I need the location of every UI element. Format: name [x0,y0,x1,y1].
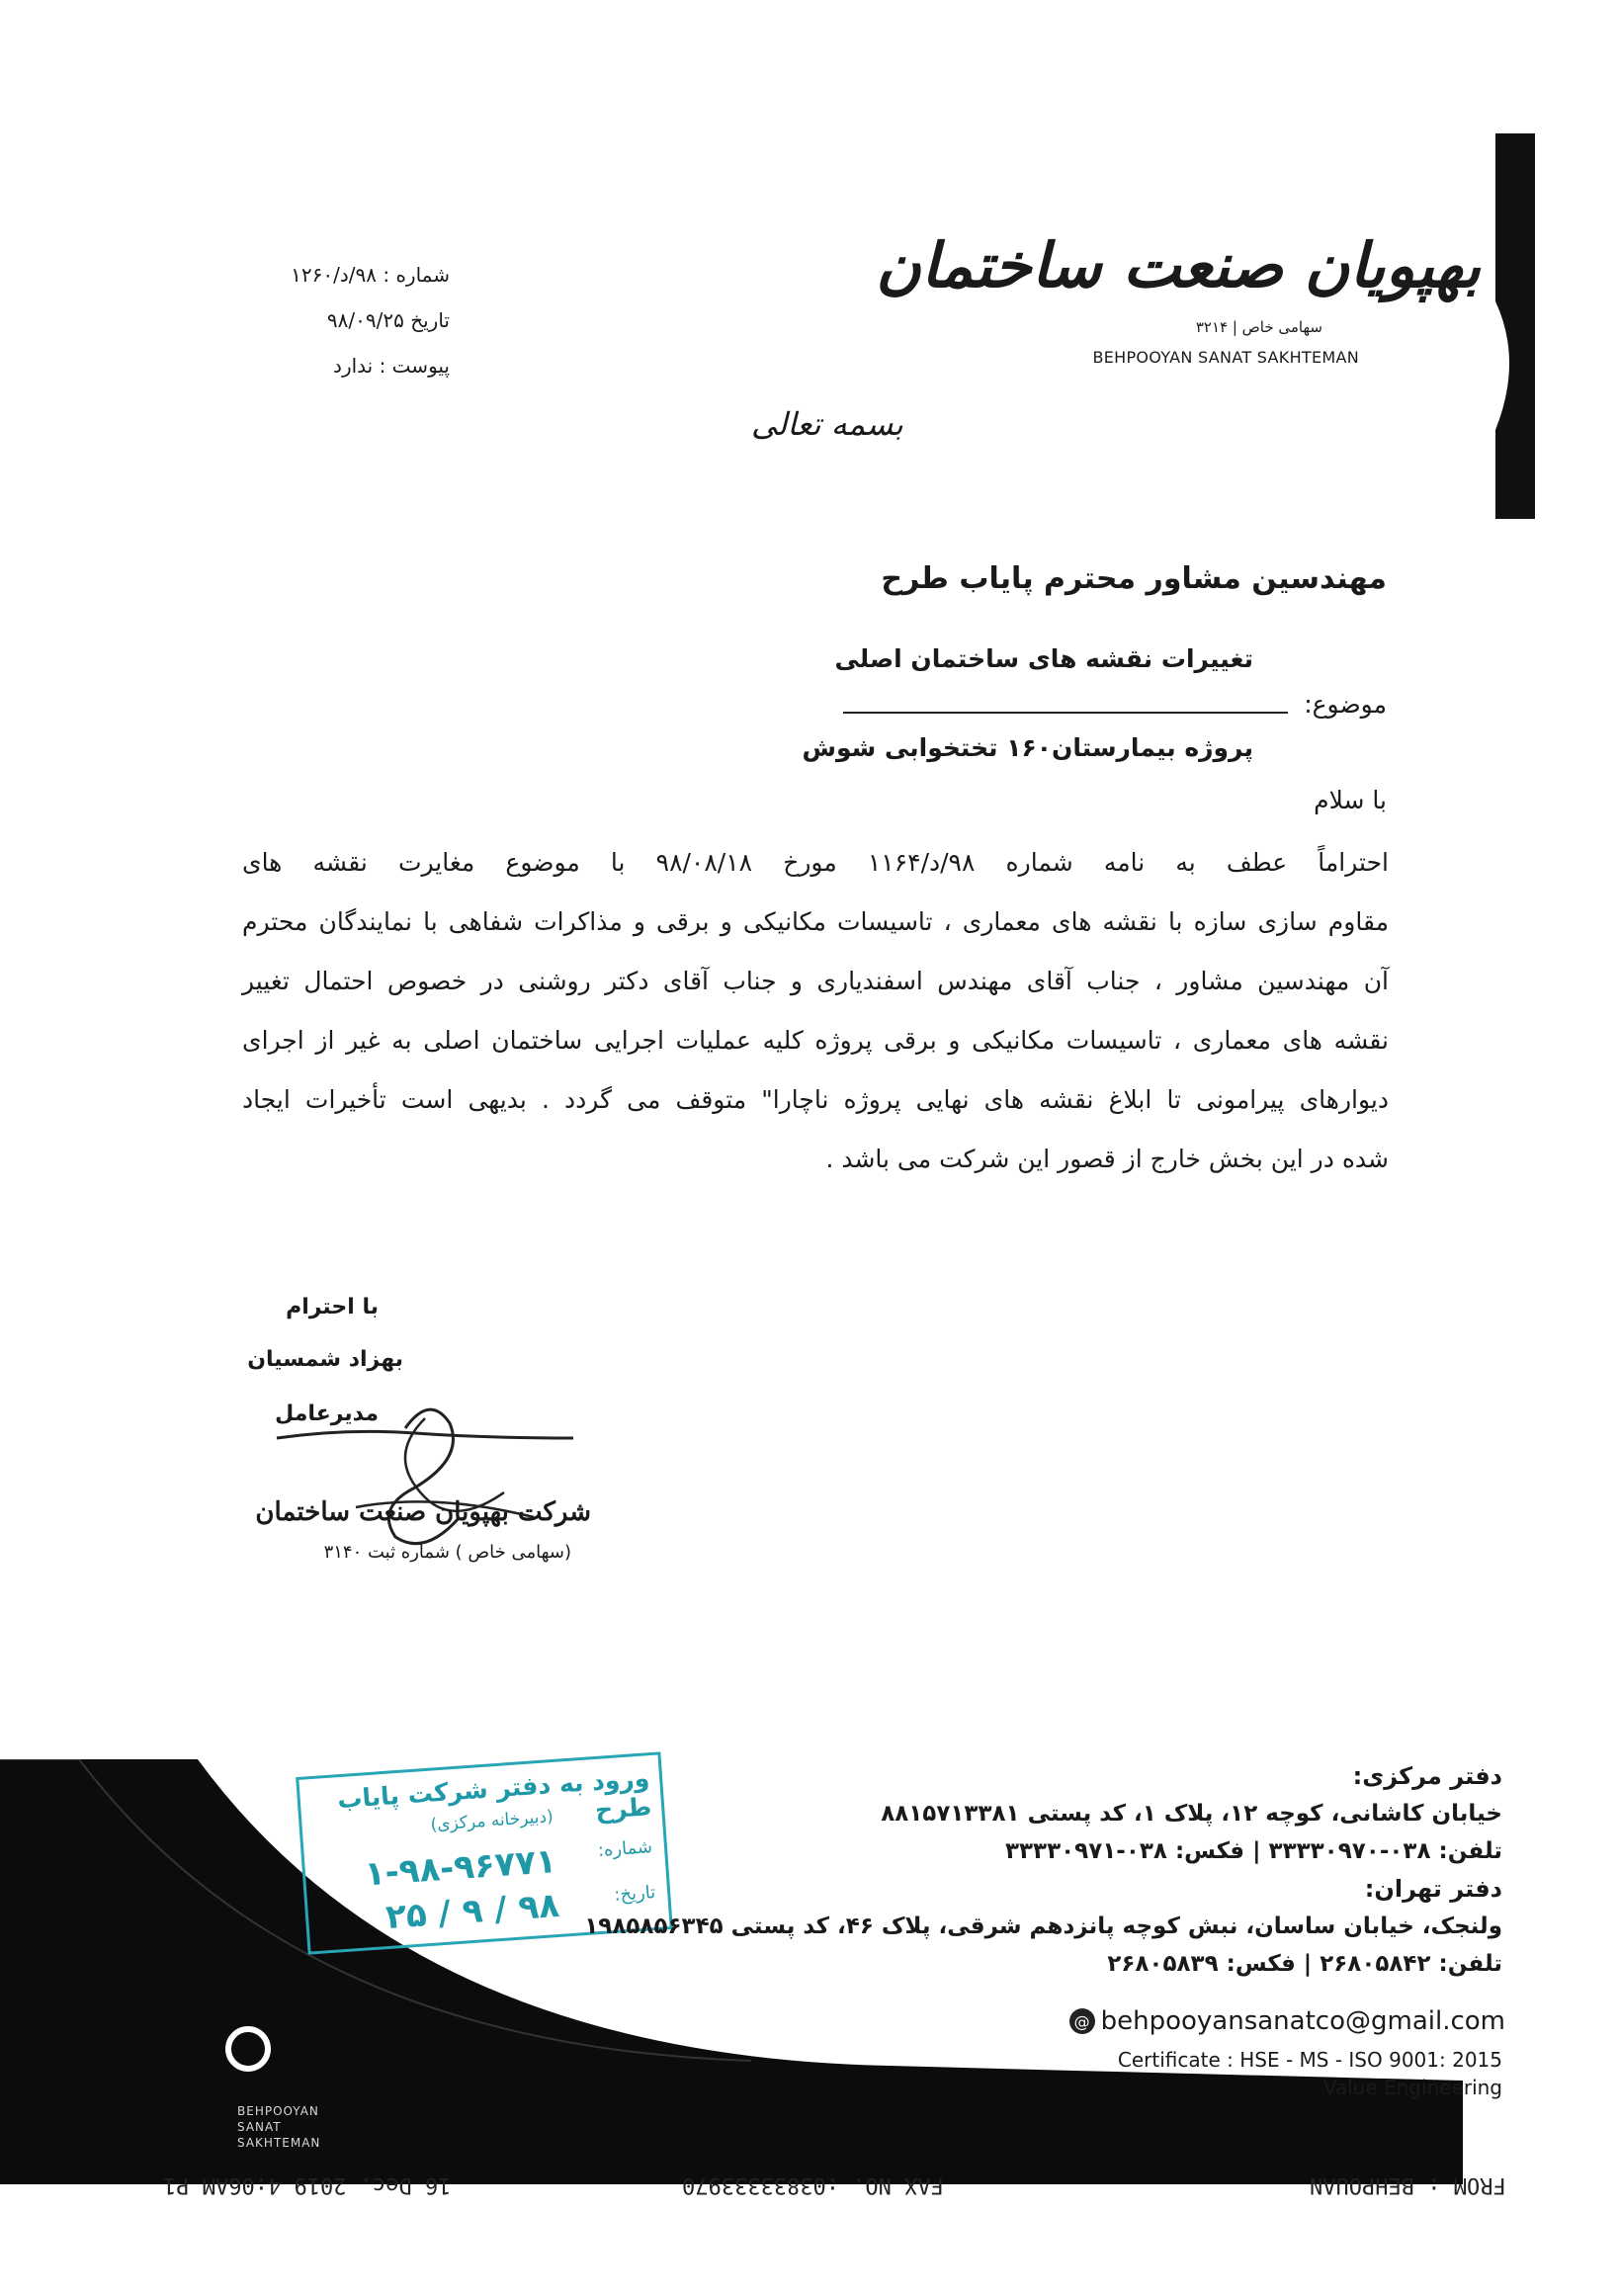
email-icon: @ [1069,2008,1095,2034]
seal-registration: (سهامی خاص ) شماره ثبت ۳۱۴۰ [323,1542,571,1563]
letter-date: تاریخ ۹۸/۰۹/۲۵ [326,308,450,332]
stamp-number: ۱-۹۸-۹۶۷۷۱ [363,1840,558,1895]
letter-body [242,833,1389,1189]
recipient: مهندسین مشاور محترم پایاب طرح [881,561,1387,596]
letter-number: شماره : ۹۸/د/۱۲۶۰ [291,263,450,287]
body-line: نقشه های معماری ، تاسیسات مکانیکی و برقی پروژه کلیه عملیات اجرایی ساختمان اصلی به غیر از اجرای [242,1026,1389,1055]
salutation: با سلام [1314,786,1387,814]
central-office-phone: تلفن: ۰۳۸-۳۳۳۳۰۹۷۰ | فکس: ۰۳۸-۳۳۳۳۰۹۷۱ [1004,1838,1502,1864]
stamp-date: ۹۸ / ۹ / ۲۵ [383,1885,561,1938]
basmala: بسمه تعالی [751,405,903,443]
central-office-address: خیابان کاشانی، کوچه ۱۲، پلاک ۱، کد پستی ۸۸۱۵۷۱۳۳۸۱ [881,1801,1502,1827]
tehran-office-phone: تلفن: ۲۶۸۰۵۸۴۲ | فکس: ۲۶۸۰۵۸۳۹ [1107,1951,1502,1977]
company-logo-text: بهپویان صنعت ساختمان [876,229,1481,301]
fax-header-number: FAX NO. :03833333970 [682,2172,944,2197]
footer-circle-logo [225,2026,271,2072]
central-office-label: دفتر مرکزی: [1352,1762,1502,1790]
subject-line-1: تغییرات نقشه های ساختمان اصلی [834,644,1253,673]
stamp-subtitle: (دبیرخانه مرکزی) [429,1807,554,1835]
body-line: احتراماً عطف به نامه شماره ۹۸/د/۱۱۶۴ مورخ ۹۸/۰۸/۱۸ با موضوع مغایرت نقشه های [242,848,1389,877]
stamp-date-label: تاریخ: [613,1882,656,1906]
seal-company-name: شرکت بهپویان صنعت ساختمان [255,1497,591,1527]
tehran-office-label: دفتر تهران: [1364,1875,1502,1903]
company-registration: سهامی خاص | ۳۲۱۴ [1195,318,1322,336]
letter-meta [262,252,450,388]
fax-header-time: 16 Dec. 2019 4:06AM P1 [163,2172,452,2197]
body-line: دیوارهای پیرامونی تا ابلاغ نقشه های نهایی پروژه ناچارا" متوقف می گردد . بدیهی است تأخیرات ایجاد [242,1085,1389,1114]
subject-label: موضوع: [1304,690,1387,719]
letter-attachment: پیوست : ندارد [333,354,450,378]
signer-title: مدیرعامل [275,1402,379,1426]
body-line: مقاوم سازی سازه با نقشه های معماری ، تاسیسات مکانیکی و برقی و مذاکرات شفاهی با نمایندگان محترم [242,907,1389,936]
email-row [1069,2006,1505,2036]
header-decorative-band [1495,133,1535,519]
certificate: Certificate : HSE - MS - ISO 9001: 2015 [1117,2048,1502,2072]
footer-addresses [584,1757,1502,1983]
value-engineering: Value Engineering [1322,2076,1502,2099]
company-name-english: BEHPOOYAN SANAT SAKHTEMAN [1092,348,1359,367]
signer-name: بهزاد شمسیان [247,1347,403,1372]
footer-logo-text: BEHPOOYAN SANAT SAKHTEMAN [237,2104,321,2150]
tehran-office-address: ولنجک، خیابان ساسان، نبش کوچه پانزدهم شرقی، پلاک ۴۶، کد پستی ۱۹۸۵۸۵۶۳۴۵ [584,1913,1502,1939]
body-line: آن مهندسین مشاور ، جناب آقای مهندس اسفندیاری و جناب آقای دکتر روشنی در خصوص احتمال تغییر [242,967,1389,995]
subject-line-2: پروژه بیمارستان۱۶۰ تختخوابی شوش [802,733,1253,762]
fax-header-from: FROM : BEHPOUAN [1310,2172,1506,2197]
email-address[interactable]: behpooyansanatco@gmail.com [1100,2006,1505,2036]
body-line: شده در این بخش خارج از قصور این شرکت می باشد . [825,1145,1389,1173]
closing: با احترام [286,1295,379,1319]
subject-underline [843,712,1288,714]
stamp-number-label: شماره: [597,1836,653,1861]
stamp-title: ورود به دفتر شرکت پایاب طرح [336,1763,653,1826]
